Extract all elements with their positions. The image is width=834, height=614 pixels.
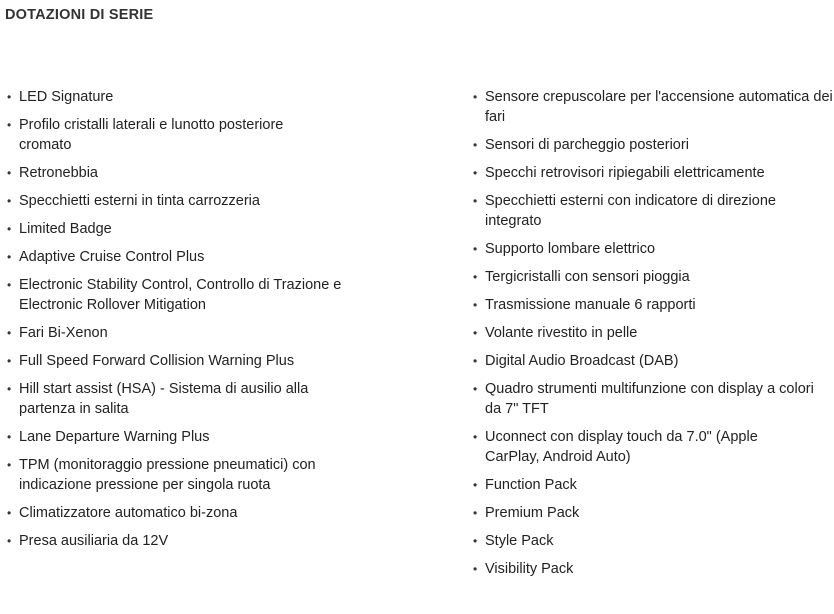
- list-item: [0, 219, 372, 239]
- list-item: [0, 87, 372, 107]
- bullet-icon: •: [7, 222, 12, 236]
- bullet-icon: •: [473, 534, 478, 548]
- list-item: [466, 559, 834, 579]
- bullet-icon: •: [473, 354, 478, 368]
- bullet-icon: •: [473, 270, 478, 284]
- equipment-list-left: [0, 87, 372, 559]
- list-item: [0, 455, 364, 495]
- bullet-icon: •: [473, 562, 478, 576]
- list-item-label: Visibility Pack: [485, 561, 574, 577]
- bullet-icon: •: [7, 458, 12, 472]
- list-item-label: Retronebbia: [19, 165, 98, 181]
- bullet-icon: •: [7, 430, 12, 444]
- list-item: [466, 503, 834, 523]
- bullet-icon: •: [7, 118, 12, 132]
- list-item-label: Adaptive Cruise Control Plus: [19, 249, 205, 265]
- list-item-label: Climatizzatore automatico bi-zona: [19, 505, 238, 521]
- bullet-icon: •: [7, 90, 12, 104]
- list-item-label: Digital Audio Broadcast (DAB): [485, 353, 679, 369]
- bullet-icon: •: [473, 506, 478, 520]
- bullet-icon: •: [473, 138, 478, 152]
- bullet-icon: •: [7, 506, 12, 520]
- list-item: [466, 239, 834, 259]
- list-item-label: Specchi retrovisori ripiegabili elettricamente: [485, 165, 765, 181]
- list-item: [466, 163, 834, 183]
- list-item: [466, 87, 834, 127]
- bullet-icon: •: [473, 430, 478, 444]
- list-item-label: Sensore crepuscolare per l'accensione automatica dei fari: [485, 89, 833, 125]
- equipment-list-right: [466, 87, 834, 587]
- list-item-label: Full Speed Forward Collision Warning Plus: [19, 353, 295, 369]
- list-item-label: Tergicristalli con sensori pioggia: [485, 269, 690, 285]
- bullet-icon: •: [473, 194, 478, 208]
- list-item: [0, 503, 372, 523]
- list-item-label: Limited Badge: [19, 221, 112, 237]
- list-item: [466, 379, 820, 419]
- bullet-icon: •: [473, 90, 478, 104]
- list-item-label: Specchietti esterni in tinta carrozzeria: [19, 193, 260, 209]
- list-item: [0, 351, 372, 371]
- bullet-icon: •: [7, 534, 12, 548]
- list-item-label: Profilo cristalli laterali e lunotto posteriore cromato: [19, 117, 284, 153]
- list-item-label: Fari Bi-Xenon: [19, 325, 108, 341]
- bullet-icon: •: [473, 326, 478, 340]
- section-title: DOTAZIONI DI SERIE: [5, 7, 154, 23]
- list-item: [466, 135, 834, 155]
- list-item-label: Hill start assist (HSA) - Sistema di ausilio alla partenza in salita: [19, 381, 309, 417]
- list-item: [0, 163, 372, 183]
- list-item: [466, 351, 834, 371]
- bullet-icon: •: [7, 278, 12, 292]
- list-item-label: Trasmissione manuale 6 rapporti: [485, 297, 696, 313]
- list-item: [0, 247, 372, 267]
- list-item-label: Volante rivestito in pelle: [485, 325, 638, 341]
- bullet-icon: •: [473, 242, 478, 256]
- list-item: [466, 267, 834, 287]
- list-item-label: Supporto lombare elettrico: [485, 241, 656, 257]
- list-item: [0, 427, 372, 447]
- list-item-label: Lane Departure Warning Plus: [19, 429, 210, 445]
- bullet-icon: •: [473, 478, 478, 492]
- bullet-icon: •: [473, 166, 478, 180]
- bullet-icon: •: [7, 194, 12, 208]
- bullet-icon: •: [7, 382, 12, 396]
- list-item: [466, 323, 834, 343]
- list-item-label: TPM (monitoraggio pressione pneumatici) con indicazione pressione per singola ruota: [19, 457, 316, 493]
- list-item-label: Function Pack: [485, 477, 577, 493]
- list-item: [466, 191, 830, 231]
- list-item: [0, 191, 372, 211]
- bullet-icon: •: [7, 166, 12, 180]
- list-item-label: Premium Pack: [485, 505, 580, 521]
- bullet-icon: •: [7, 250, 12, 264]
- list-item-label: Sensori di parcheggio posteriori: [485, 137, 689, 153]
- list-item-label: LED Signature: [19, 89, 114, 105]
- list-item: [0, 323, 372, 343]
- bullet-icon: •: [473, 298, 478, 312]
- bullet-icon: •: [473, 382, 478, 396]
- list-item-label: Uconnect con display touch da 7.0" (Apple CarPlay, Android Auto): [485, 429, 758, 465]
- bullet-icon: •: [7, 326, 12, 340]
- list-item-label: Specchietti esterni con indicatore di direzione integrato: [485, 193, 776, 229]
- list-item: [466, 427, 795, 467]
- list-item-label: Quadro strumenti multifunzione con display a colori da 7" TFT: [485, 381, 814, 417]
- list-item: [466, 295, 834, 315]
- list-item: [0, 275, 372, 315]
- bullet-icon: •: [7, 354, 12, 368]
- list-item: [466, 531, 834, 551]
- list-item: [0, 531, 372, 551]
- list-item: [0, 115, 319, 155]
- list-item: [0, 379, 349, 419]
- list-item-label: Style Pack: [485, 533, 554, 549]
- list-item-label: Electronic Stability Control, Controllo di Trazione e Electronic Rollover Mitigation: [19, 277, 342, 313]
- list-item-label: Presa ausiliaria da 12V: [19, 533, 169, 549]
- list-item: [466, 475, 834, 495]
